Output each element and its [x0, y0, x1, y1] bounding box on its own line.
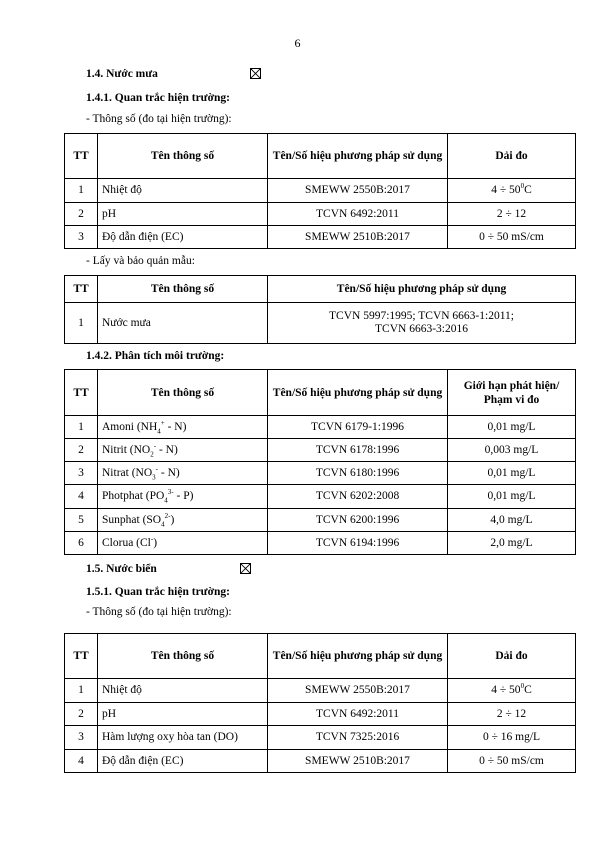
cell-method: SMEWW 2510B:2017 [268, 750, 448, 773]
cell-tt: 2 [65, 439, 98, 462]
table-row [65, 226, 576, 249]
header-tt: TT [65, 370, 98, 416]
header-range: Dải đo [448, 134, 576, 179]
cell-param: Nitrit $(NO_2^- - N)$ [98, 439, 268, 462]
table-row [65, 726, 576, 750]
cell-tt: 2 [65, 703, 98, 726]
cell-range: $4 \div 50^0C$ [448, 679, 576, 703]
table-row [65, 462, 576, 485]
table-sampling [64, 275, 576, 344]
header-param-name: Tên thông số [98, 276, 268, 303]
cell-method: TCVN 6202:2008 [268, 485, 448, 509]
header-method: Tên/Số hiệu phương pháp sử dụng [268, 134, 448, 179]
header-method: Tên/Số hiệu phương pháp sử dụng [268, 276, 576, 303]
cell-tt: 4 [65, 485, 98, 509]
table-field-params-rain [64, 133, 576, 249]
table-row [65, 416, 576, 439]
header-detection-limit: Giới hạn phát hiện/ Phạm vi đo [448, 370, 576, 416]
checkbox-checked-icon[interactable] [250, 68, 261, 79]
cell-tt: 5 [65, 509, 98, 532]
header-range: Dải đo [448, 634, 576, 679]
table-row [65, 203, 576, 226]
header-param-name: Tên thông số [98, 370, 268, 416]
cell-method: TCVN 6492:2011 [268, 703, 448, 726]
cell-param: Amoni $(NH_4^+ - N)$ [98, 416, 268, 439]
cell-param: Nhiệt độ [98, 679, 268, 703]
cell-param: Hàm lượng oxy hòa tan (DO) [98, 726, 268, 750]
cell-range: 0 ÷ 16 mg/L [448, 726, 576, 750]
cell-tt: 1 [65, 416, 98, 439]
header-tt: TT [65, 134, 98, 179]
cell-tt: 1 [65, 179, 98, 203]
header-method: Tên/Số hiệu phương pháp sử dụng [268, 634, 448, 679]
section-title-seawater: 1.5. Nước biển [86, 563, 157, 575]
cell-range: 0 ÷ 50 mS/cm [448, 226, 576, 249]
cell-tt: 3 [65, 726, 98, 750]
cell-range: $4 \div 50^0C$ [448, 179, 576, 203]
cell-method: TCVN 6194:1996 [268, 532, 448, 555]
cell-limit: 2,0 mg/L [448, 532, 576, 555]
header-tt: TT [65, 276, 98, 303]
subsection-field-monitoring: 1.4.1. Quan trắc hiện trường: [86, 92, 230, 104]
cell-param: pH [98, 703, 268, 726]
table-row [65, 509, 576, 532]
table-row [65, 179, 576, 203]
cell-limit: 0,003 mg/L [448, 439, 576, 462]
table-row [65, 439, 576, 462]
header-tt: TT [65, 634, 98, 679]
cell-tt: 2 [65, 203, 98, 226]
cell-limit: 0,01 mg/L [448, 462, 576, 485]
cell-method: TCVN 6200:1996 [268, 509, 448, 532]
cell-param: Nitrat $(NO_3^- - N)$ [98, 462, 268, 485]
table-row [65, 679, 576, 703]
cell-tt: 3 [65, 226, 98, 249]
header-param-name: Tên thông số [98, 134, 268, 179]
cell-method: TCVN 6179-1:1996 [268, 416, 448, 439]
cell-tt: 6 [65, 532, 98, 555]
cell-method: TCVN 5997:1995; TCVN 6663-1:2011; TCVN 6663-3:2016 [268, 303, 576, 344]
subsection-field-monitoring-sea: 1.5.1. Quan trắc hiện trường: [86, 586, 230, 598]
page-number: 6 [294, 36, 301, 50]
note-field-params-sea: - Thông số (đo tại hiện trường): [86, 606, 232, 618]
note-field-params: - Thông số (đo tại hiện trường): [86, 113, 232, 125]
cell-param: Độ dẫn điện (EC) [98, 226, 268, 249]
cell-param: Photphat $(PO_4^{3-} - P)$ [98, 485, 268, 509]
note-sampling: - Lấy và bảo quản mẫu: [86, 255, 195, 267]
cell-method: TCVN 6492:2011 [268, 203, 448, 226]
header-param-name: Tên thông số [98, 634, 268, 679]
cell-limit: 0,01 mg/L [448, 416, 576, 439]
cell-limit: 0,01 mg/L [448, 485, 576, 509]
cell-range: 0 ÷ 50 mS/cm [448, 750, 576, 773]
cell-method: TCVN 6178:1996 [268, 439, 448, 462]
cell-param: Clorua (Cl-) [98, 532, 268, 555]
table-row [65, 303, 576, 344]
table-row [65, 485, 576, 509]
cell-method: SMEWW 2510B:2017 [268, 226, 448, 249]
cell-limit: 4,0 mg/L [448, 509, 576, 532]
cell-tt: 3 [65, 462, 98, 485]
cell-method: SMEWW 2550B:2017 [268, 679, 448, 703]
cell-param: pH [98, 203, 268, 226]
cell-param: Nhiệt độ [98, 179, 268, 203]
table-row [65, 750, 576, 773]
cell-method: TCVN 6180:1996 [268, 462, 448, 485]
cell-param: Nước mưa [98, 303, 268, 344]
table-field-params-sea [64, 633, 576, 773]
cell-param: Độ dẫn điện (EC) [98, 750, 268, 773]
cell-param: Sunphat $(SO_4^{2-})$ [98, 509, 268, 532]
cell-method: SMEWW 2550B:2017 [268, 179, 448, 203]
table-row [65, 532, 576, 555]
cell-range: 2 ÷ 12 [448, 703, 576, 726]
subsection-env-analysis: 1.4.2. Phân tích môi trường: [86, 350, 225, 362]
cell-method: TCVN 7325:2016 [268, 726, 448, 750]
table-row [65, 703, 576, 726]
section-title-rainwater: 1.4. Nước mưa [86, 68, 158, 80]
cell-range: 2 ÷ 12 [448, 203, 576, 226]
checkbox-checked-icon[interactable] [240, 563, 251, 574]
cell-tt: 1 [65, 303, 98, 344]
cell-tt: 1 [65, 679, 98, 703]
cell-tt: 4 [65, 750, 98, 773]
header-method: Tên/Số hiệu phương pháp sử dụng [268, 370, 448, 416]
table-env-analysis [64, 369, 576, 555]
